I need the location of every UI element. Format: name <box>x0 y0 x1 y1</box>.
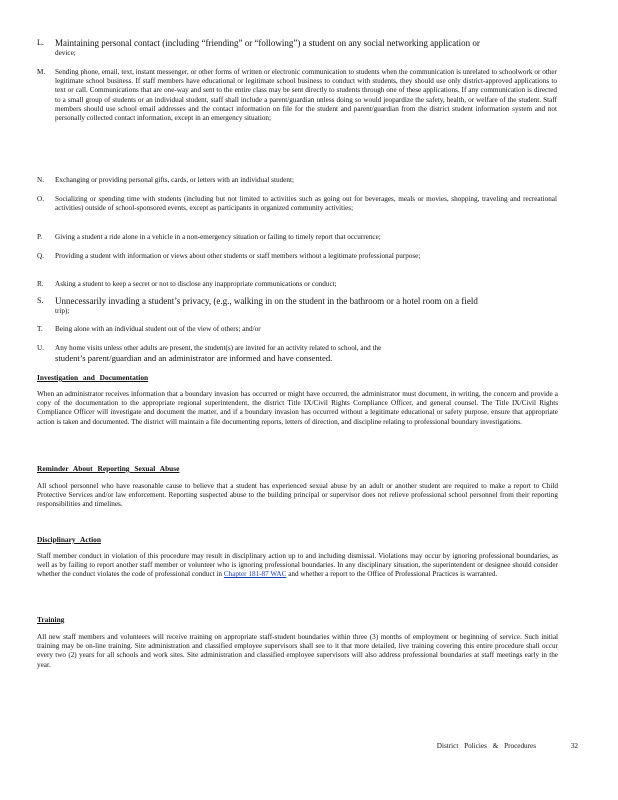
training-paragraph: All new staff members and volunteers will receive training on appropriate staff-student boundaries within three (3) months of employment or beginning of service. Such initial training may be on-line training. Site administration and classified employee supervisors shall see to it that more detailed, live training covering this entire procedure shall occur every two (2) years for all schools and work sites. Site administration and classified employee supervisors will also address professional boundaries at staff meetings early in the year. <box>37 633 558 669</box>
item-text-continued: trip); <box>55 307 70 315</box>
section-heading-disciplinary: Disciplinary Action <box>37 535 101 544</box>
item-label: Q. <box>37 252 44 260</box>
item-text: Any home visits unless other adults are present, the student(s) are invited for an activity related to school, and the <box>55 344 382 352</box>
list-item-m <box>37 68 557 123</box>
item-text: Providing a student with information or views about other students or staff members without a legitimate professional purpose; <box>55 252 421 260</box>
item-text-continued: student’s parent/guardian and an administrator are informed and have consented. <box>55 353 333 364</box>
item-label: O. <box>37 195 44 203</box>
list-item-s <box>37 296 557 316</box>
item-text: Maintaining personal contact (including “friending” or “following”) a student on any social networking application or <box>55 38 480 48</box>
list-item-q <box>37 252 557 261</box>
item-label: P. <box>37 233 42 241</box>
item-text: Unnecessarily invading a student’s privacy, (e.g., walking in on the student in the bathroom or a hotel room on a field <box>55 296 478 306</box>
reminder-paragraph: All school personnel who have reasonable cause to believe that a student has experienced sexual abuse by an adult or another student are required to make a report to Child Protective Services and/or law enforcement. Reporting suspected abuse to the building principal or supervisor does not relieve professional school personnel from their reporting responsibilities and timelines. <box>37 482 558 509</box>
item-text: Sending phone, email, text, instant messenger, or other forms of written or electronic communication to students when the communication is unrelated to schoolwork or other legitimate school business. If staff members have educational or legitimate school business to conduct with students, they should use only district-approved applications to text or call. Communications that are one-way and sent to the entire class may be sent directly to students through one of these applications. If any communication is directed to a small group of students or an individual student, staff shall include a parent/guardian unless doing so would jeopardize the safety, health, or welfare of the student. Staff members should use school email addresses and the contact information on file for the student and parent/guardian from the district student information system and not personally collected contact information, except in an emergency situation; <box>55 68 557 123</box>
wac-chapter-link[interactable]: Chapter 181-87 WAC <box>223 570 287 579</box>
page-number: 32 <box>570 742 578 750</box>
item-text: Giving a student a ride alone in a vehicle in a non-emergency situation or failing to timely report that occurrence; <box>55 233 381 241</box>
disciplinary-paragraph <box>37 552 558 580</box>
item-label: L. <box>37 38 44 47</box>
list-item-t <box>37 325 557 334</box>
list-item-u <box>37 344 557 363</box>
disciplinary-text-before: Staff member conduct in violation of this procedure may result in disciplinary action up to and including dismissal. Violations may occur by ignoring professional boundaries, as well as by failing to report another staff member or volunteer who is ignoring professional boundaries. In any disciplinary situation, the superintendent or designee should consider whether the conduct violates the code of professional conduct in <box>37 552 558 579</box>
item-label: R. <box>37 280 44 288</box>
list-item-p <box>37 233 557 242</box>
section-heading-reminder: Reminder About Reporting Sexual Abuse <box>37 464 180 473</box>
item-text: Being alone with an individual student out of the view of others; and/or <box>55 325 261 333</box>
list-item-n <box>37 176 557 185</box>
disciplinary-text-after: and whether a report to the Office of Professional Practices is warranted. <box>288 570 498 579</box>
footer-title: District Policies & Procedures <box>436 742 537 750</box>
item-text: Exchanging or providing personal gifts, cards, or letters with an individual student; <box>55 176 294 184</box>
item-text: Asking a student to keep a secret or not to disclose any inappropriate communications or conduct; <box>55 280 337 288</box>
item-label: S. <box>37 296 44 305</box>
list-item-o <box>37 195 557 213</box>
section-heading-training: Training <box>37 615 65 624</box>
section-heading-investigation: Investigation and Documentation <box>37 373 149 382</box>
list-item-l <box>37 38 557 58</box>
investigation-paragraph: When an administrator receives information that a boundary invasion has occurred or might have occurred, the administrator must document, in writing, the concern and provide a copy of the documentation to the appropriate regional superintendent, the district Title IX/Civil Rights Compliance Officer, and general counsel. The Title IX/Civil Rights Compliance Officer will investigate and document the matter, and if a boundary invasion has occurred without a legitimate educational or safety purpose, ensure that appropriate action is taken and documented. The district will maintain a file documenting reports, letters of direction, and discipline relating to professional boundary investigations. <box>37 390 558 426</box>
item-text: Socializing or spending time with students (including but not limited to activities such as going out for beverages, meals or movies, shopping, traveling and recreational activities) outside of school-sponsored events, except as participants in organized community activities; <box>55 195 557 213</box>
item-label: U. <box>37 344 44 352</box>
list-item-r <box>37 280 557 289</box>
item-label: T. <box>37 325 43 333</box>
item-label: M. <box>37 68 46 76</box>
item-text-continued: device; <box>55 49 76 57</box>
item-label: N. <box>37 176 44 184</box>
page-footer <box>437 742 578 750</box>
